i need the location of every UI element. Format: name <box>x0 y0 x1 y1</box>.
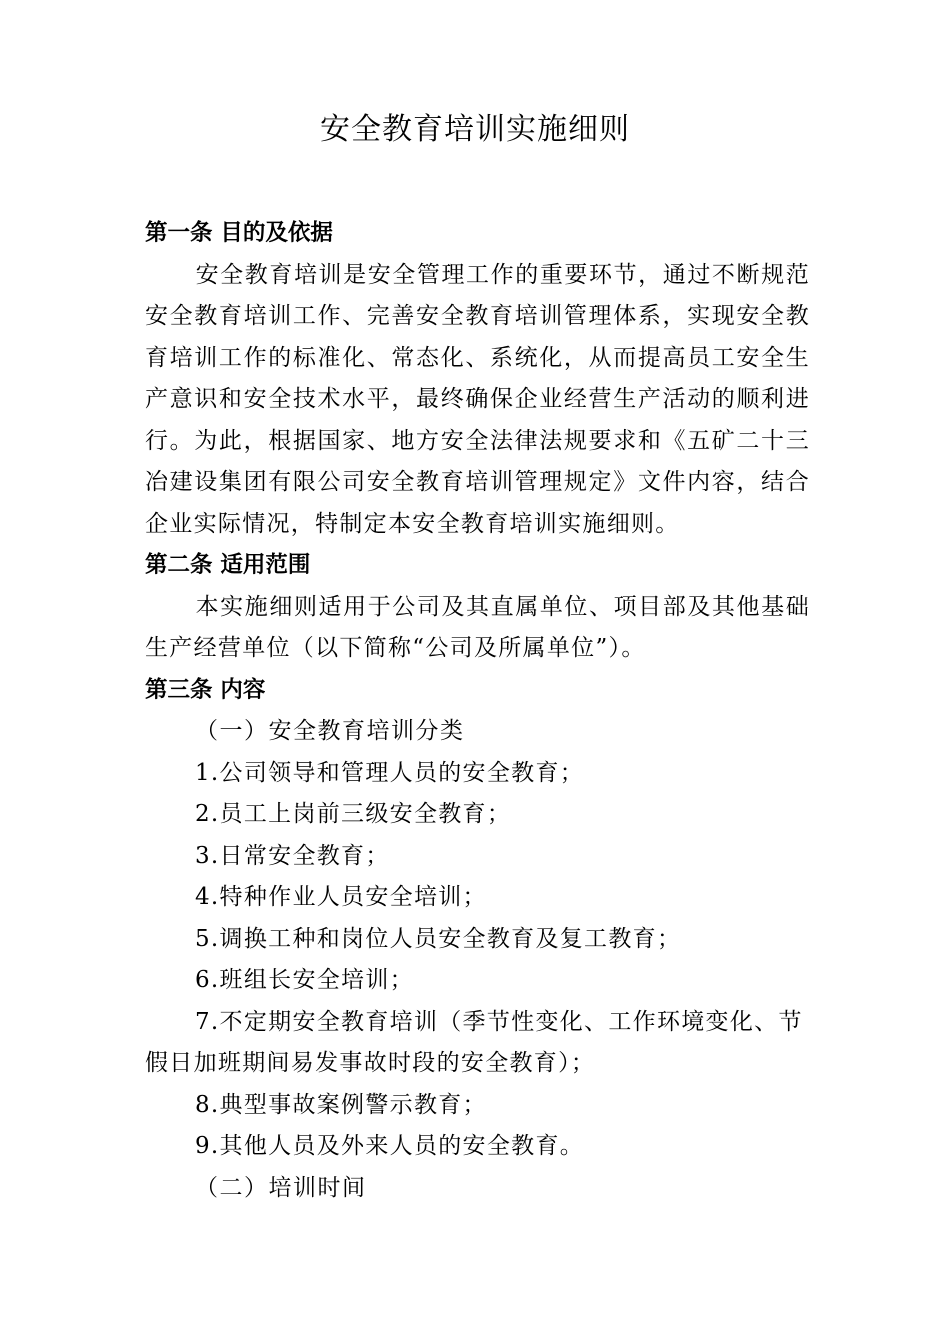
document-body <box>145 213 810 1209</box>
list-item: 3.日常安全教育； <box>195 842 390 869</box>
section-2-heading: （二）培训时间 <box>195 1174 367 1201</box>
article-3-heading: 第三条 内容 <box>145 676 266 703</box>
section-1-heading: （一）安全教育培训分类 <box>195 718 465 744</box>
list-item: 1.公司领导和管理人员的安全教育； <box>195 759 585 786</box>
document-title: 安全教育培训实施细则 <box>320 112 630 147</box>
list-item: 9.其他人员及外来人员的安全教育。 <box>195 1133 585 1159</box>
list-item: 5.调换工种和岗位人员安全教育及复工教育； <box>195 925 682 952</box>
list-item: 2.员工上岗前三级安全教育； <box>195 801 512 827</box>
list-item: 6.班组长安全培训； <box>195 967 414 993</box>
article-2-heading: 第二条 适用范围 <box>145 552 311 578</box>
list-item: 8.典型事故案例警示教育； <box>195 1091 487 1118</box>
list-item: 7.不定期安全教育培训（季节性变化、工作环境变化、节假日加班期间易发事故时段的安全教育）； <box>145 1008 803 1076</box>
list-item: 4.特种作业人员安全培训； <box>195 884 487 910</box>
article-2-paragraph: 本实施细则适用于公司及其直属单位、项目部及其他基础生产经营单位（以下简称“公司及所属单位”）。 <box>145 593 810 661</box>
article-1-paragraph: 安全教育培训是安全管理工作的重要环节，通过不断规范安全教育培训工作、完善安全教育培训管理体系，实现安全教育培训工作的标准化、常态化、系统化，从而提高员工安全生产意识和安全技术水平，最终确保企业经营生产活动的顺利进行。为此，根据国家、地方安全法律法规要求和《五矿二十三冶建设集团有限公司安全教育培训管理规定》文件内容，结合企业实际情况，特制定本安全教育培训实施细则。 <box>145 261 810 537</box>
article-1-heading: 第一条 目的及依据 <box>145 220 333 246</box>
